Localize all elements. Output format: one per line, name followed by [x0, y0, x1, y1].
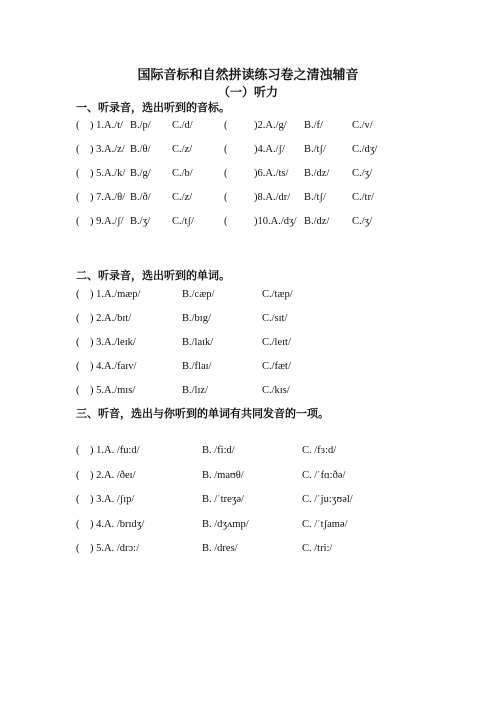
- answer-blank: (: [224, 216, 228, 227]
- option-c: C./leɪt/: [262, 337, 291, 348]
- option-c: C. /ˈfɑ:ðə/: [302, 469, 346, 481]
- question-option-a: ) 3.A./leɪk/: [90, 337, 136, 348]
- option-b: B./ʒ/: [130, 216, 151, 227]
- answer-blank: (: [76, 543, 80, 554]
- option-b: B./cæp/: [182, 289, 215, 300]
- answer-blank: (: [224, 144, 228, 155]
- option-b: B./tʃ/: [304, 144, 326, 155]
- answer-blank: (: [76, 337, 80, 348]
- option-c: C./ʒ/: [352, 216, 373, 227]
- word-choice-item: [76, 385, 476, 399]
- answer-blank: (: [76, 518, 80, 530]
- phonetic-symbol-item: [76, 120, 476, 134]
- option-c: C./z/: [172, 144, 193, 155]
- phonetic-symbol-item: [76, 168, 476, 182]
- shared-sound-item: [76, 519, 476, 533]
- shared-sound-item: [76, 445, 476, 459]
- question-option-a: ) 7.A./θ/: [90, 192, 126, 203]
- option-c: C./d/: [172, 120, 193, 131]
- question-option-a: ) 2.A. /ðeɪ/: [90, 469, 136, 481]
- answer-blank: (: [224, 168, 228, 179]
- question-option-a: ) 9.A./ʃ/: [90, 216, 124, 227]
- option-c: C. /ˈtʃamə/: [302, 518, 348, 530]
- option-b: B./p/: [130, 120, 151, 131]
- option-c: C./z/: [172, 192, 193, 203]
- option-c: C. /tri:/: [302, 543, 333, 554]
- page-subtitle: （一）听力: [217, 85, 278, 99]
- section-heading: 三、听音，选出与你听到的单词有共同发音的一项。: [76, 407, 329, 420]
- option-b: B./dz/: [304, 216, 330, 227]
- question-option-a: )8.A./dr/: [254, 192, 291, 203]
- answer-blank: (: [76, 445, 80, 456]
- option-c: C./dʒ/: [352, 144, 378, 155]
- word-choice-item: [76, 313, 476, 327]
- option-b: B./lɪz/: [182, 385, 208, 396]
- answer-blank: (: [76, 144, 80, 155]
- answer-blank: (: [224, 120, 228, 131]
- option-c: C./tæp/: [262, 289, 293, 300]
- shared-sound-item: [76, 543, 476, 557]
- option-c: C./tr/: [352, 192, 374, 203]
- option-c: C./ʒ/: [352, 168, 373, 179]
- phonetic-symbol-item: [76, 144, 476, 158]
- option-b: B./laɪk/: [182, 337, 214, 348]
- shared-sound-item: [76, 494, 476, 508]
- answer-blank: (: [76, 313, 80, 324]
- question-option-a: ) 5.A. /drɔ:/: [90, 543, 139, 554]
- option-b: B./g/: [130, 168, 151, 179]
- question-option-a: ) 5.A./mɪs/: [90, 385, 136, 396]
- page-title: 国际音标和自然拼读练习卷之清浊辅音: [137, 68, 359, 83]
- option-b: B. /ˈtreʒə/: [202, 494, 244, 505]
- question-option-a: )6.A./ts/: [254, 168, 289, 179]
- option-c: C./b/: [172, 168, 193, 179]
- answer-blank: (: [224, 192, 228, 203]
- question-option-a: ) 5.A./k/: [90, 168, 126, 179]
- answer-blank: (: [76, 289, 80, 300]
- question-option-a: ) 4.A. /brɪdʒ/: [90, 518, 145, 530]
- question-option-a: ) 2.A./bɪt/: [90, 313, 132, 324]
- question-option-a: ) 3.A. /ʃɪp/: [90, 494, 135, 505]
- option-b: B. /dres/: [202, 543, 238, 554]
- question-option-a: ) 4.A./faɪv/: [90, 361, 137, 372]
- phonetic-symbol-item: [76, 192, 476, 206]
- option-c: C. /fɜ:d/: [302, 445, 337, 456]
- option-b: B./θ/: [130, 144, 151, 155]
- answer-blank: (: [76, 494, 80, 505]
- question-option-a: ) 1.A./t/: [90, 120, 123, 131]
- option-c: C. /ˈju:ʒʊəl/: [302, 494, 353, 505]
- section-heading: 二、听录音，选出听到的单词。: [76, 269, 230, 282]
- option-b: B./ð/: [130, 192, 151, 203]
- option-c: C./fæt/: [262, 361, 291, 372]
- question-option-a: ) 1.A. /fu:d/: [90, 445, 140, 456]
- answer-blank: (: [76, 469, 80, 481]
- option-c: C./tʃ/: [172, 216, 194, 227]
- option-c: C./sɪt/: [262, 313, 288, 324]
- question-option-a: ) 3.A./z/: [90, 144, 125, 155]
- answer-blank: (: [76, 385, 80, 396]
- answer-blank: (: [76, 192, 80, 203]
- shared-sound-item: [76, 470, 476, 484]
- phonetic-symbol-item: [76, 216, 476, 230]
- question-option-a: )10.A./dʒ/: [254, 216, 297, 227]
- section-heading: 一、听录音，选出听到的音标。: [76, 101, 230, 114]
- option-c: C./kɪs/: [262, 385, 290, 396]
- word-choice-item: [76, 289, 476, 303]
- option-c: C./v/: [352, 120, 373, 131]
- word-choice-item: [76, 361, 476, 375]
- answer-blank: (: [76, 216, 80, 227]
- question-option-a: )4.A./ʃ/: [254, 144, 285, 155]
- answer-blank: (: [76, 361, 80, 372]
- option-b: B. /maʊθ/: [202, 469, 244, 481]
- answer-blank: (: [76, 168, 80, 179]
- answer-blank: (: [76, 120, 80, 131]
- option-b: B./bɪg/: [182, 313, 211, 324]
- option-b: B./dz/: [304, 168, 330, 179]
- question-option-a: )2.A./g/: [254, 120, 287, 131]
- word-choice-item: [76, 337, 476, 351]
- option-b: B./f/: [304, 120, 323, 131]
- option-b: B. /fi:d/: [202, 445, 235, 456]
- option-b: B. /dʒʌmp/: [202, 518, 249, 530]
- option-b: B./tʃ/: [304, 192, 326, 203]
- option-b: B./flaɪ/: [182, 361, 212, 372]
- question-option-a: ) 1.A./mæp/: [90, 289, 141, 300]
